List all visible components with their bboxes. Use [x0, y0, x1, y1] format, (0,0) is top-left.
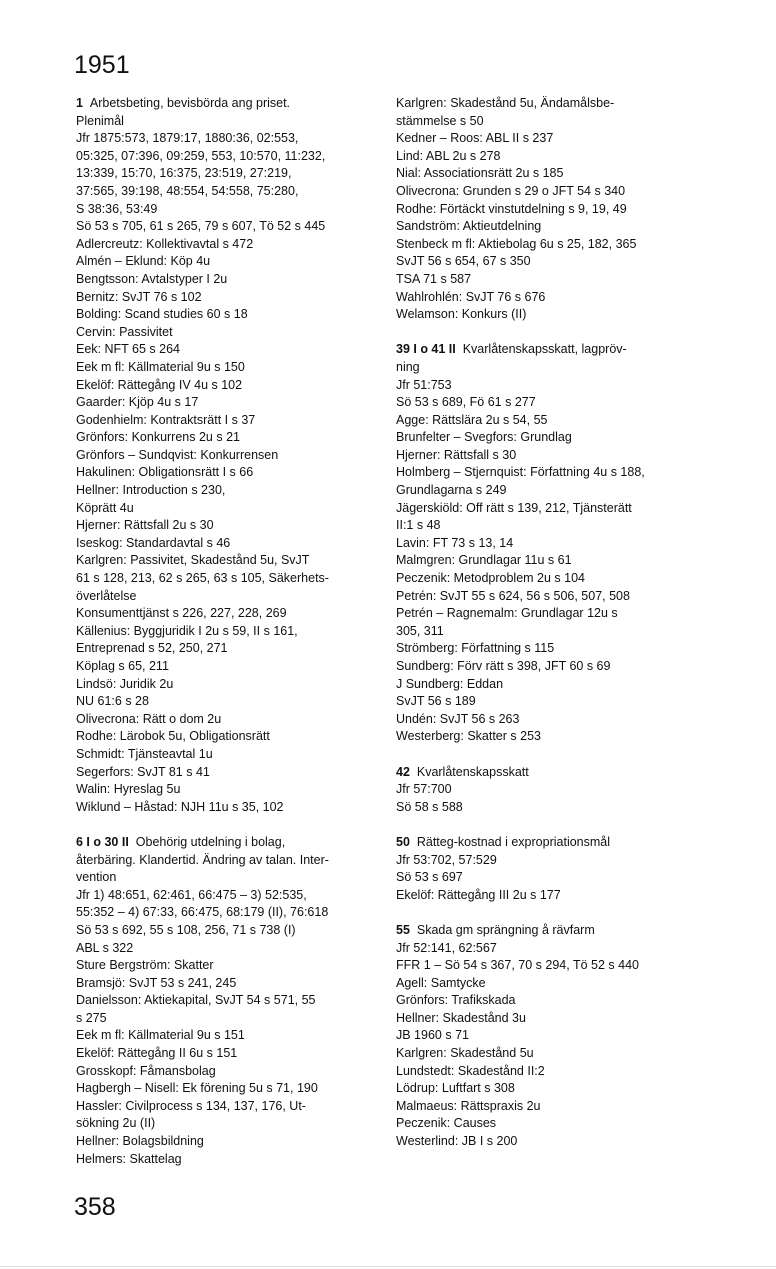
reference-line	[76, 1080, 376, 1098]
reference-line	[396, 605, 696, 623]
line-text: Peczenik: Metodproblem 2u s 104	[396, 571, 585, 586]
case-number: 1	[76, 96, 83, 110]
reference-line	[396, 500, 696, 518]
line-text: ning	[396, 359, 420, 374]
reference-line	[396, 183, 696, 201]
reference-line	[396, 447, 696, 465]
line-text: Eek m fl: Källmaterial 9u s 151	[76, 1028, 245, 1043]
reference-line	[396, 201, 696, 219]
case-title-line	[76, 834, 376, 852]
line-text: Bernitz: SvJT 76 s 102	[76, 289, 202, 304]
line-text: Jfr 1875:573, 1879:17, 1880:36, 02:553,	[76, 131, 299, 146]
reference-line	[396, 1133, 696, 1151]
reference-line	[396, 218, 696, 236]
line-text: Almén – Eklund: Köp 4u	[76, 254, 211, 269]
case-entry	[396, 764, 696, 817]
line-text: Sö 53 s 705, 61 s 265, 79 s 607, Tö 52 s 445	[76, 219, 326, 234]
line-text: Nial: Associationsrätt 2u s 185	[396, 166, 564, 181]
reference-line	[76, 552, 376, 570]
reference-line	[76, 640, 376, 658]
reference-line	[76, 764, 376, 782]
line-text: Agell: Samtycke	[396, 975, 486, 990]
reference-line	[396, 1045, 696, 1063]
line-text: Sture Bergström: Skatter	[76, 958, 214, 973]
reference-line	[396, 957, 696, 975]
line-text: Arbetsbeting, bevisbörda ang priset.	[89, 96, 291, 110]
line-text: Gaarder: Kjöp 4u s 17	[76, 395, 199, 410]
line-text: Bolding: Scand studies 60 s 18	[76, 307, 248, 322]
case-title-line	[76, 95, 376, 113]
reference-line	[396, 130, 696, 148]
line-text: 61 s 128, 213, 62 s 265, 63 s 105, Säkerhets-	[76, 571, 329, 586]
case-title-line	[396, 764, 696, 782]
line-text: Kedner – Roos: ABL II s 237	[396, 131, 554, 146]
line-text: Sö 53 s 692, 55 s 108, 256, 71 s 738 (I)	[76, 922, 296, 937]
year-heading: 1951	[74, 51, 130, 79]
reference-line	[396, 289, 696, 307]
line-text: Ekelöf: Rättegång IV 4u s 102	[76, 377, 243, 392]
line-text: Olivecrona: Grunden s 29 o JFT 54 s 340	[396, 183, 626, 198]
line-text: Plenimål	[76, 113, 124, 128]
right-column	[396, 95, 696, 1168]
reference-line	[396, 429, 696, 447]
reference-line	[396, 394, 696, 412]
reference-line	[396, 535, 696, 553]
reference-line	[76, 289, 376, 307]
line-text: Ekelöf: Rättegång III 2u s 177	[396, 887, 561, 902]
line-text: s 275	[76, 1010, 107, 1025]
reference-line	[396, 940, 696, 958]
case-entry	[396, 922, 696, 1151]
line-text: Karlgren: Passivitet, Skadestånd 5u, SvJT	[76, 553, 310, 568]
line-text: Olivecrona: Rätt o dom 2u	[76, 711, 222, 726]
case-number: 39 I o 41 II	[396, 342, 456, 357]
reference-line	[76, 447, 376, 465]
line-text: Sandström: Aktieutdelning	[396, 219, 542, 234]
reference-line	[76, 359, 376, 377]
line-text: Kvarlåtenskapsskatt, lagpröv-	[462, 342, 627, 357]
line-text: Brunfelter – Svegfors: Grundlag	[396, 430, 572, 445]
line-text: Peczenik: Causes	[396, 1116, 497, 1131]
case-number: 50	[396, 834, 410, 849]
reference-line	[396, 464, 696, 482]
case-title-line	[396, 834, 696, 852]
line-text: Malmgren: Grundlagar 11u s 61	[396, 553, 572, 568]
reference-line	[396, 1010, 696, 1028]
case-entry	[396, 95, 696, 324]
reference-line	[76, 482, 376, 500]
reference-line	[76, 324, 376, 342]
line-text: Schmidt: Tjänsteavtal 1u	[76, 746, 213, 761]
line-text: Undén: SvJT 56 s 263	[396, 711, 520, 726]
line-text: Hassler: Civilprocess s 134, 137, 176, Ut-	[76, 1098, 306, 1113]
reference-line	[76, 165, 376, 183]
line-text: Rätteg-kostnad i expropriationsmål	[416, 834, 611, 849]
line-text: Lödrup: Luftfart s 308	[396, 1081, 515, 1096]
reference-line	[396, 517, 696, 535]
reference-line	[76, 711, 376, 729]
reference-line	[76, 693, 376, 711]
line-text: Bengtsson: Avtalstyper I 2u	[76, 271, 228, 286]
reference-line	[76, 1063, 376, 1081]
reference-line	[396, 412, 696, 430]
reference-line	[396, 359, 696, 377]
line-text: Eek: NFT 65 s 264	[76, 342, 180, 357]
reference-line	[76, 623, 376, 641]
line-text: SvJT 56 s 654, 67 s 350	[396, 254, 531, 269]
reference-line	[396, 852, 696, 870]
reference-line	[396, 148, 696, 166]
line-text: Lindsö: Juridik 2u	[76, 676, 174, 691]
line-text: Entreprenad s 52, 250, 271	[76, 641, 228, 656]
reference-line	[76, 799, 376, 817]
reference-line	[76, 377, 376, 395]
reference-line	[396, 377, 696, 395]
line-text: Hjerner: Rättsfall 2u s 30	[76, 518, 214, 533]
reference-line	[396, 1027, 696, 1045]
reference-line	[396, 1098, 696, 1116]
line-text: Bramsjö: SvJT 53 s 241, 245	[76, 975, 237, 990]
reference-line	[76, 253, 376, 271]
line-text: S 38:36, 53:49	[76, 201, 158, 216]
case-number: 55	[396, 922, 410, 937]
line-text: vention	[76, 870, 117, 885]
line-text: Jfr 51:753	[396, 377, 452, 392]
reference-line	[396, 640, 696, 658]
reference-line	[76, 570, 376, 588]
line-text: Jfr 1) 48:651, 62:461, 66:475 – 3) 52:535,	[76, 887, 307, 902]
reference-line	[396, 482, 696, 500]
reference-line	[396, 711, 696, 729]
line-text: JB 1960 s 71	[396, 1028, 469, 1043]
line-text: Lundstedt: Skadestånd II:2	[396, 1063, 545, 1078]
line-text: Cervin: Passivitet	[76, 324, 173, 339]
line-text: Sö 58 s 588	[396, 799, 463, 814]
line-text: Köprätt 4u	[76, 500, 134, 515]
reference-line	[76, 922, 376, 940]
line-text: Helmers: Skattelag	[76, 1151, 182, 1166]
reference-line	[76, 887, 376, 905]
reference-line	[76, 306, 376, 324]
line-text: sökning 2u (II)	[76, 1116, 156, 1131]
reference-line	[76, 1027, 376, 1045]
reference-line	[76, 412, 376, 430]
line-text: J Sundberg: Eddan	[396, 676, 504, 691]
reference-line	[76, 728, 376, 746]
line-text: Hagbergh – Nisell: Ek förening 5u s 71, 190	[76, 1081, 318, 1096]
reference-line	[396, 95, 696, 113]
left-column	[76, 95, 376, 1186]
line-text: Grönfors: Konkurrens 2u s 21	[76, 430, 240, 445]
reference-line	[396, 975, 696, 993]
line-text: Hakulinen: Obligationsrätt I s 66	[76, 465, 254, 480]
line-text: Karlgren: Skadestånd 5u	[396, 1046, 534, 1061]
line-text: 37:565, 39:198, 48:554, 54:558, 75:280,	[76, 183, 299, 198]
line-text: 55:352 – 4) 67:33, 66:475, 68:179 (II), 76:618	[76, 905, 329, 920]
line-text: Lavin: FT 73 s 13, 14	[396, 535, 514, 550]
line-text: Godenhielm: Kontraktsrätt I s 37	[76, 412, 256, 427]
line-text: Grönfors – Sundqvist: Konkurrensen	[76, 447, 279, 462]
reference-line	[396, 781, 696, 799]
case-number: 42	[396, 764, 410, 779]
reference-line	[76, 341, 376, 359]
case-entry	[76, 834, 376, 1168]
line-text: Konsumenttjänst s 226, 227, 228, 269	[76, 606, 287, 621]
line-text: Danielsson: Aktiekapital, SvJT 54 s 571, 55	[76, 993, 316, 1008]
reference-line	[396, 165, 696, 183]
reference-line	[396, 306, 696, 324]
line-text: Jfr 57:700	[396, 782, 452, 797]
line-text: Jägerskiöld: Off rätt s 139, 212, Tjänsterätt	[396, 500, 632, 515]
case-title-line	[396, 341, 696, 359]
reference-line	[76, 535, 376, 553]
line-text: Wahlrohlén: SvJT 76 s 676	[396, 289, 546, 304]
reference-line	[396, 588, 696, 606]
reference-line	[76, 1045, 376, 1063]
reference-line	[76, 904, 376, 922]
page-number: 358	[74, 1193, 116, 1221]
reference-line	[76, 605, 376, 623]
line-text: Kvarlåtenskapsskatt	[416, 764, 529, 779]
reference-line	[76, 1115, 376, 1133]
reference-line	[76, 746, 376, 764]
reference-line	[76, 429, 376, 447]
line-text: 305, 311	[396, 623, 444, 638]
line-text: Grosskopf: Fåmansbolag	[76, 1063, 216, 1078]
line-text: II:1 s 48	[396, 518, 441, 533]
reference-line	[76, 1010, 376, 1028]
line-text: Sundberg: Förv rätt s 398, JFT 60 s 69	[396, 659, 611, 673]
line-text: överlåtelse	[76, 588, 137, 603]
reference-line	[396, 552, 696, 570]
case-entry	[396, 341, 696, 746]
reference-line	[76, 1098, 376, 1116]
reference-line	[396, 253, 696, 271]
reference-line	[396, 623, 696, 641]
reference-line	[396, 869, 696, 887]
line-text: Holmberg – Stjernquist: Författning 4u s 188,	[396, 465, 645, 480]
line-text: Källenius: Byggjuridik I 2u s 59, II s 161,	[76, 623, 298, 638]
reference-line	[396, 728, 696, 746]
reference-line	[396, 271, 696, 289]
line-text: Malmaeus: Rättspraxis 2u	[396, 1098, 541, 1113]
line-text: Grundlagarna s 249	[396, 483, 507, 498]
reference-line	[396, 236, 696, 254]
line-text: Segerfors: SvJT 81 s 41	[76, 764, 210, 779]
line-text: ABL s 322	[76, 940, 134, 955]
line-text: 05:325, 07:396, 09:259, 553, 10:570, 11:232,	[76, 148, 326, 163]
reference-line	[76, 975, 376, 993]
reference-line	[396, 1063, 696, 1081]
reference-line	[76, 852, 376, 870]
reference-line	[76, 517, 376, 535]
reference-line	[76, 869, 376, 887]
reference-line	[396, 570, 696, 588]
line-text: Walin: Hyreslag 5u	[76, 782, 181, 797]
reference-line	[76, 992, 376, 1010]
reference-line	[76, 957, 376, 975]
reference-line	[76, 781, 376, 799]
line-text: NU 61:6 s 28	[76, 694, 149, 709]
reference-line	[76, 183, 376, 201]
reference-line	[76, 658, 376, 676]
reference-line	[76, 130, 376, 148]
reference-line	[76, 1133, 376, 1151]
case-entry	[76, 95, 376, 816]
reference-line	[76, 588, 376, 606]
line-text: Sö 53 s 689, Fö 61 s 277	[396, 395, 536, 410]
reference-line	[396, 1080, 696, 1098]
reference-line	[76, 676, 376, 694]
reference-line	[76, 464, 376, 482]
reference-line	[76, 236, 376, 254]
line-text: Lind: ABL 2u s 278	[396, 148, 501, 163]
reference-line	[396, 113, 696, 131]
line-text: Iseskog: Standardavtal s 46	[76, 535, 231, 550]
line-text: 13:339, 15:70, 16:375, 23:519, 27:219,	[76, 166, 292, 181]
line-text: Jfr 52:141, 62:567	[396, 940, 497, 955]
line-text: Petrén: SvJT 55 s 624, 56 s 506, 507, 508	[396, 588, 630, 603]
reference-line	[76, 148, 376, 166]
reference-line	[76, 940, 376, 958]
line-text: Agge: Rättslära 2u s 54, 55	[396, 412, 548, 427]
reference-line	[76, 271, 376, 289]
reference-line	[396, 1115, 696, 1133]
line-text: Rodhe: Förtäckt vinstutdelning s 9, 19, 49	[396, 201, 627, 216]
line-text: stämmelse s 50	[396, 113, 484, 128]
line-text: Hellner: Introduction s 230,	[76, 483, 226, 498]
reference-line	[396, 658, 696, 676]
line-text: Petrén – Ragnemalm: Grundlagar 12u s	[396, 606, 618, 621]
line-text: Westerberg: Skatter s 253	[396, 729, 541, 744]
case-number: 6 I o 30 II	[76, 834, 129, 849]
line-text: Hellner: Skadestånd 3u	[396, 1010, 526, 1025]
reference-line	[396, 887, 696, 905]
line-text: Grönfors: Trafikskada	[396, 993, 516, 1008]
case-entry	[396, 834, 696, 904]
reference-line	[76, 218, 376, 236]
reference-line	[396, 992, 696, 1010]
reference-line	[76, 394, 376, 412]
reference-line	[76, 113, 376, 131]
line-text: Karlgren: Skadestånd 5u, Ändamålsbe-	[396, 96, 615, 110]
line-text: återbäring. Klandertid. Ändring av talan. Inter-	[76, 852, 329, 867]
line-text: Rodhe: Lärobok 5u, Obligationsrätt	[76, 729, 270, 744]
reference-line	[396, 693, 696, 711]
reference-line	[76, 500, 376, 518]
line-text: Welamson: Konkurs (II)	[396, 307, 527, 322]
bottom-rule	[0, 1266, 776, 1267]
line-text: Ekelöf: Rättegång II 6u s 151	[76, 1046, 238, 1061]
line-text: FFR 1 – Sö 54 s 367, 70 s 294, Tö 52 s 440	[396, 958, 639, 973]
line-text: Strömberg: Författning s 115	[396, 641, 555, 656]
line-text: SvJT 56 s 189	[396, 694, 476, 709]
line-text: Adlercreutz: Kollektivavtal s 472	[76, 236, 254, 251]
line-text: Skada gm sprängning å rävfarm	[416, 922, 595, 937]
line-text: TSA 71 s 587	[396, 271, 472, 286]
line-text: Hjerner: Rättsfall s 30	[396, 447, 517, 462]
line-text: Stenbeck m fl: Aktiebolag 6u s 25, 182, 365	[396, 236, 637, 251]
line-text: Hellner: Bolagsbildning	[76, 1134, 204, 1149]
line-text: Westerlind: JB I s 200	[396, 1134, 518, 1149]
case-title-line	[396, 922, 696, 940]
line-text: Sö 53 s 697	[396, 870, 463, 885]
line-text: Jfr 53:702, 57:529	[396, 852, 497, 867]
reference-line	[396, 799, 696, 817]
reference-line	[76, 201, 376, 219]
line-text: Köplag s 65, 211	[76, 659, 169, 673]
line-text: Obehörig utdelning i bolag,	[135, 834, 286, 849]
line-text: Wiklund – Håstad: NJH 11u s 35, 102	[76, 799, 284, 814]
reference-line	[396, 676, 696, 694]
line-text: Eek m fl: Källmaterial 9u s 150	[76, 359, 245, 374]
reference-line	[76, 1151, 376, 1169]
